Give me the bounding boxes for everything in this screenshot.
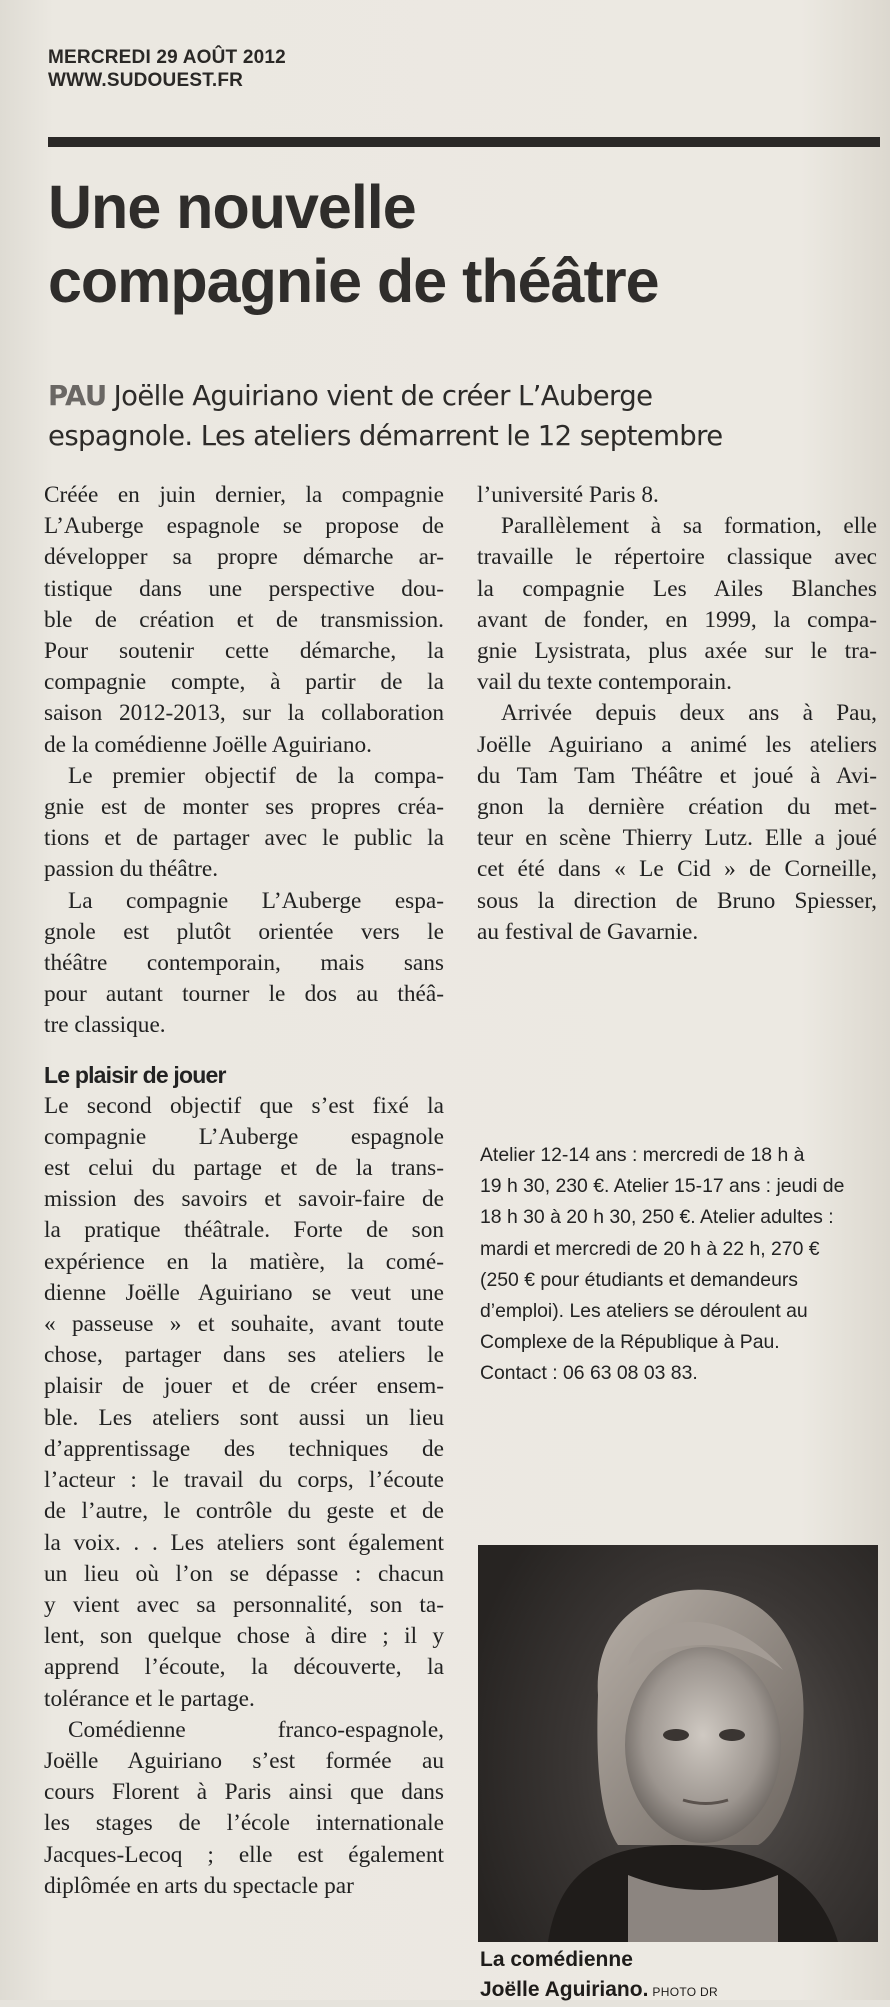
standfirst-location: PAU	[48, 380, 107, 412]
article-line: théâtre contemporain, mais sans	[44, 950, 444, 977]
article-line: lent, son quelque chose à dire ; il y	[44, 1623, 444, 1650]
article-line: de la comédienne Joëlle Aguiriano.	[44, 731, 372, 758]
info-line: Contact : 06 63 08 03 83.	[480, 1362, 698, 1385]
article-line: gnon la dernière création du met-	[477, 794, 877, 821]
article-line: cours Florent à Paris ainsi que dans	[44, 1779, 444, 1806]
photo-caption	[480, 1945, 718, 2007]
article-line: chose, partager dans ses ateliers le	[44, 1342, 444, 1369]
caption-line: Joëlle Aguiriano.	[480, 1978, 649, 2001]
standfirst-line: Joëlle Aguiriano vient de créer L’Auberge	[113, 380, 653, 412]
article-line: sous la direction de Bruno Spiesser,	[477, 887, 877, 914]
article-line: Créée en juin dernier, la compagnie	[44, 482, 444, 508]
article-line: un lieu où l’on se dépasse : chacun	[44, 1560, 444, 1587]
info-line: 18 h 30 à 20 h 30, 250 €. Atelier adultes :	[480, 1206, 834, 1229]
article-line: compagnie compte, à partir de la	[44, 669, 444, 696]
article-paragraphs	[477, 480, 877, 948]
article-line: apprend l’écoute, la découverte, la	[44, 1654, 444, 1681]
caption-line: La comédienne	[480, 1948, 633, 1971]
article-line: Parallèlement à sa formation, elle	[501, 513, 877, 540]
info-line: 19 h 30, 230 €. Atelier 15-17 ans : jeudi de	[480, 1175, 845, 1198]
article-line: est celui du partage et de la trans-	[44, 1155, 444, 1182]
article-line: tolérance et le partage.	[44, 1685, 255, 1712]
article-line: passion du théâtre.	[44, 856, 219, 883]
article-line: la voix. . . Les ateliers sont également	[44, 1529, 444, 1556]
actress-photo	[478, 1545, 878, 1942]
article-line: vail du texte contemporain.	[477, 669, 732, 696]
article-line: Joëlle Aguiriano s’est formée au	[44, 1747, 444, 1774]
article-line: tions et de partager avec le public la	[44, 825, 444, 852]
info-line: (250 € pour étudiants et demandeurs	[480, 1268, 799, 1291]
article-line: d’apprentissage des techniques de	[44, 1435, 444, 1462]
article-paragraphs	[44, 480, 444, 1042]
article-line: la compagnie Les Ailes Blanches	[477, 575, 877, 602]
article-line: les stages de l’école internationale	[44, 1810, 444, 1837]
article-line: de l’autre, le contrôle du geste et de	[44, 1498, 444, 1525]
article-line: mission des savoirs et savoir-faire de	[44, 1186, 444, 1213]
standfirst	[48, 376, 888, 456]
article-line: y vient avec sa personnalité, son ta-	[44, 1591, 444, 1618]
article-line: cet été dans « Le Cid » de Corneille,	[477, 856, 877, 883]
info-line: d’emploi). Les ateliers se déroulent au	[480, 1300, 808, 1323]
article-line: l’acteur : le travail du corps, l’écoute	[44, 1467, 444, 1494]
subhead: Le plaisir de jouer	[44, 1061, 226, 1088]
article-line: gnole est plutôt orientée vers le	[44, 918, 444, 945]
article-line: gnie Lysistrata, plus axée sur le tra-	[477, 638, 877, 665]
article-column-left	[44, 480, 444, 1902]
standfirst-line: espagnole. Les ateliers démarrent le 12 septembre	[48, 420, 723, 452]
article-line: travaille le répertoire classique avec	[477, 544, 877, 571]
article-line: La compagnie L’Auberge espa-	[68, 887, 444, 914]
article-line: plaisir de jouer et de créer ensem-	[44, 1373, 444, 1400]
article-line: tre classique.	[44, 1012, 166, 1039]
article-line: l’université Paris 8.	[477, 482, 659, 508]
article-line: pour autant tourner le dos au théâ-	[44, 981, 444, 1008]
article-line: Joëlle Aguiriano a animé les ateliers	[477, 731, 877, 758]
article-line: Le premier objectif de la compa-	[68, 762, 444, 789]
photo-credit: PHOTO DR	[652, 1985, 718, 1999]
article-column-right	[477, 480, 877, 948]
article-line: dienne Joëlle Aguiriano se veut une	[44, 1279, 444, 1306]
article-line: la pratique théâtrale. Forte de son	[44, 1217, 444, 1244]
article-line: compagnie L’Auberge espagnole	[44, 1123, 444, 1150]
article-line: tistique dans une perspective dou-	[44, 575, 444, 602]
publication-site: WWW.SUDOUEST.FR	[48, 70, 244, 91]
article-line: développer sa propre démarche ar-	[44, 544, 444, 571]
article-line: teur en scène Thierry Lutz. Elle a joué	[477, 825, 877, 852]
info-line: Complexe de la République à Pau.	[480, 1331, 780, 1354]
article-line: « passeuse » et souhaite, avant toute	[44, 1311, 444, 1338]
info-line: mardi et mercredi de 20 h à 22 h, 270 €	[480, 1237, 820, 1260]
article-line: L’Auberge espagnole se propose de	[44, 513, 444, 540]
article-line: Jacques-Lecoq ; elle est également	[44, 1841, 444, 1868]
article-paragraphs	[44, 1091, 444, 1902]
article-line: ble de création et de transmission.	[44, 606, 444, 633]
article-line: gnie est de monter ses propres créa-	[44, 794, 444, 821]
masthead	[48, 46, 286, 92]
article-line: Pour soutenir cette démarche, la	[44, 638, 444, 665]
article-line: du Tam Tam Théâtre et joué à Avi-	[477, 762, 877, 789]
workshop-info-box	[480, 1140, 880, 1390]
info-line: Atelier 12-14 ans : mercredi de 18 h à	[480, 1144, 805, 1166]
article-line: au festival de Gavarnie.	[477, 918, 699, 945]
article-line: Le second objectif que s’est fixé la	[44, 1092, 444, 1119]
article-line: diplômée en arts du spectacle par	[44, 1872, 354, 1899]
article-line: Arrivée depuis deux ans à Pau,	[501, 700, 877, 727]
headline-line: Une nouvelle	[48, 173, 416, 241]
headline-line: compagnie de théâtre	[48, 247, 659, 315]
article-line: ble. Les ateliers sont aussi un lieu	[44, 1404, 444, 1431]
article-line: saison 2012-2013, sur la collaboration	[44, 700, 444, 727]
header-rule	[48, 137, 880, 147]
publication-date: MERCREDI 29 AOÛT 2012	[48, 47, 286, 68]
headline	[48, 170, 880, 318]
article-line: Comédienne franco-espagnole,	[68, 1716, 444, 1743]
article-line: avant de fonder, en 1999, la compa-	[477, 606, 877, 633]
portrait-illustration	[478, 1545, 878, 1942]
article-line: expérience en la matière, la comé-	[44, 1248, 444, 1275]
